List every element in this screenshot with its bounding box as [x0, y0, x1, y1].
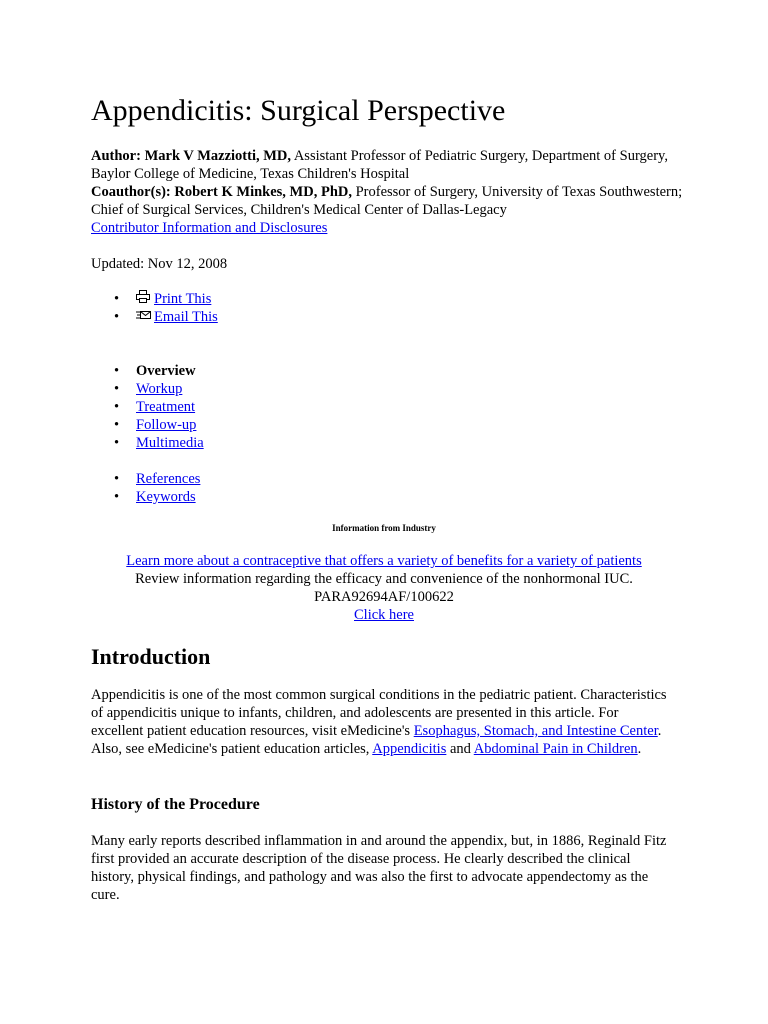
ad-block	[0, 552, 768, 624]
ad-text: Review information regarding the efficacy and convenience of the nonhormonal IUC.	[135, 571, 633, 587]
industry-heading: Information from Industry	[332, 523, 436, 533]
email-link[interactable]: Email This	[154, 309, 218, 325]
print-link[interactable]: Print This	[154, 291, 212, 307]
ad-code: PARA92694AF/100622	[314, 589, 454, 605]
nav-link-references[interactable]: References	[136, 471, 201, 487]
email-item	[91, 308, 218, 326]
abdominal-pain-link[interactable]: Abdominal Pain in Children	[473, 741, 638, 757]
printer-icon[interactable]	[136, 290, 154, 308]
coauthor-label: Coauthor(s): Robert K Minkes, MD, PhD,	[91, 184, 352, 200]
author-label: Author: Mark V Mazziotti, MD,	[91, 148, 292, 164]
nav-label-overview: Overview	[136, 363, 196, 379]
nav-item-keywords	[91, 488, 200, 506]
nav-item-workup	[91, 380, 204, 398]
email-icon[interactable]	[136, 308, 154, 326]
contributor-line	[91, 219, 691, 237]
nav-link-treatment[interactable]: Treatment	[136, 399, 196, 415]
intro-text-1: Appendicitis is one of the most common surgical conditions in the pediatric patient. Characteristics of appendicitis unique to infants, children, and adolescents are presented in this article. For excellent patient education resources, visit eMedicine's	[91, 687, 667, 739]
coauthor-text: Professor of Surgery, University of Texas Southwestern; Chief of Surgical Services, Children's Medical Center of Dallas-Legacy	[91, 184, 683, 218]
coauthor-line	[91, 183, 691, 219]
intro-text-4: .	[637, 741, 642, 757]
print-item	[91, 290, 218, 308]
nav-item-references	[91, 470, 200, 488]
updated-date: Updated: Nov 12, 2008	[91, 256, 228, 272]
introduction-paragraph	[91, 686, 671, 758]
history-heading: History of the Procedure	[91, 796, 260, 813]
ad-click-line	[0, 606, 768, 624]
nav-item-multimedia	[91, 434, 204, 452]
introduction-heading: Introduction	[91, 644, 211, 669]
center-link[interactable]: Esophagus, Stomach, and Intestine Center	[413, 723, 658, 739]
intro-text-3: and	[446, 741, 474, 757]
author-line	[91, 147, 691, 183]
section-nav-secondary	[91, 470, 200, 506]
nav-item-follow-up	[91, 416, 204, 434]
nav-item-overview[interactable]	[91, 362, 204, 380]
ad-link[interactable]: Learn more about a contraceptive that offers a variety of benefits for a variety of patients	[126, 553, 642, 569]
nav-link-keywords[interactable]: Keywords	[136, 489, 196, 505]
intro-text-2: . Also, see eMedicine's patient education articles,	[91, 723, 662, 757]
author-text: Assistant Professor of Pediatric Surgery, Department of Surgery, Baylor College of Medicine, Texas Children's Hospital	[91, 148, 668, 182]
appendicitis-link[interactable]: Appendicitis	[372, 741, 447, 757]
ad-click-link[interactable]: Click here	[354, 607, 414, 623]
nav-link-workup[interactable]: Workup	[136, 381, 183, 397]
contributor-link[interactable]: Contributor Information and Disclosures	[91, 220, 328, 236]
tools-list	[91, 290, 218, 326]
page-title: Appendicitis: Surgical Perspective	[91, 94, 506, 127]
nav-link-multimedia[interactable]: Multimedia	[136, 435, 204, 451]
nav-item-treatment	[91, 398, 204, 416]
section-nav-primary	[91, 362, 204, 452]
history-paragraph: Many early reports described inflammation in and around the appendix, but, in 1886, Reginald Fitz first provided an accurate description of the disease process. He clearly described the clinical history, physical findings, and pathology and was also the first to advocate appendectomy as the cure.	[91, 833, 667, 903]
ad-link-line	[0, 552, 768, 570]
nav-link-follow-up[interactable]: Follow-up	[136, 417, 197, 433]
author-block	[91, 147, 691, 237]
